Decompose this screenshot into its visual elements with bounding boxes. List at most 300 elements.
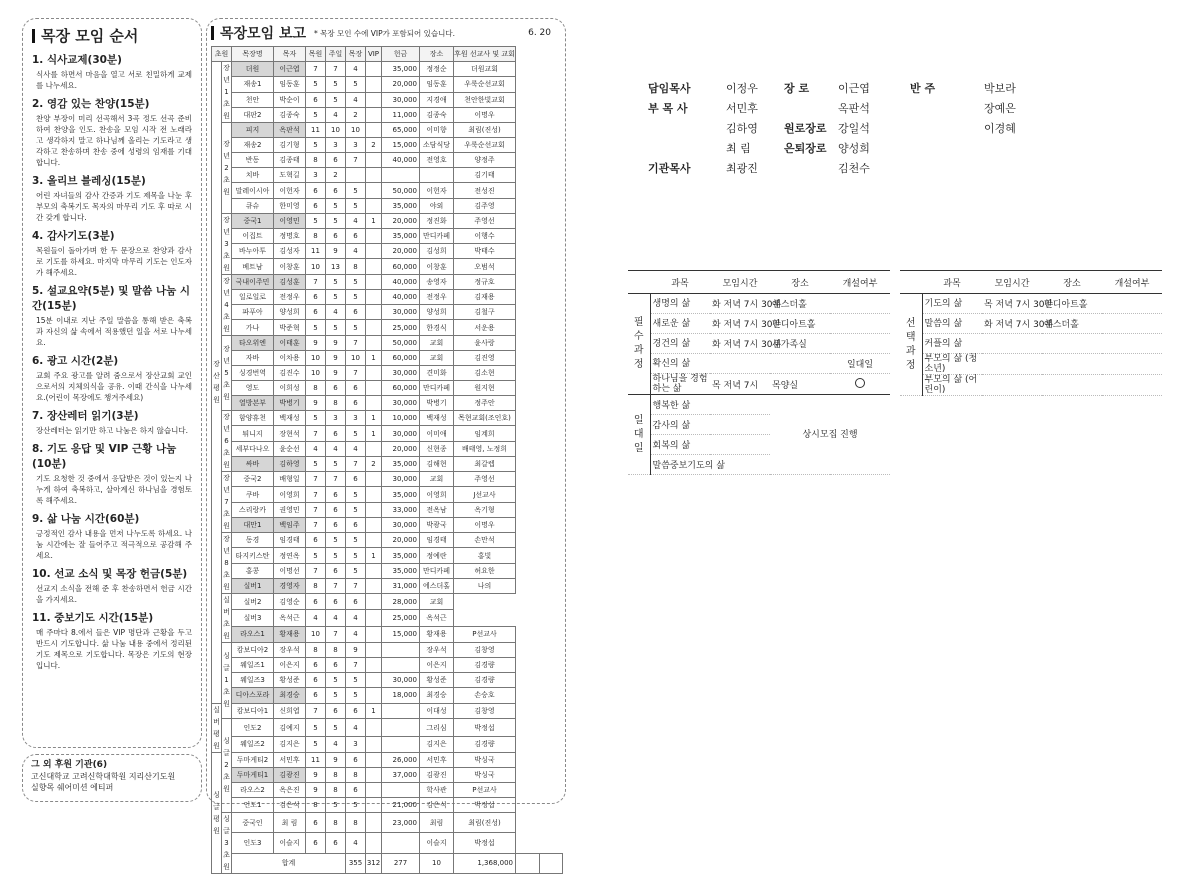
mission-cell: 김기태 bbox=[454, 168, 516, 183]
mokjang-count-cell: 5 bbox=[346, 289, 366, 304]
place-cell: 임경태 bbox=[420, 533, 454, 548]
mokjang-count-cell: 4 bbox=[346, 62, 366, 77]
table-row bbox=[212, 456, 563, 471]
sunday-cell: 4 bbox=[326, 610, 346, 626]
members-cell: 6 bbox=[306, 305, 326, 320]
mokjang-name-cell: 대판2 bbox=[232, 107, 274, 122]
report-panel bbox=[206, 18, 566, 871]
leader-cell: 도혁길 bbox=[274, 168, 306, 183]
mokjang-name-cell: 두마게티1 bbox=[232, 767, 274, 782]
mokjang-count-cell: 5 bbox=[346, 673, 366, 688]
mission-cell: 박정섭 bbox=[454, 718, 516, 737]
course-cell bbox=[1042, 334, 1102, 354]
leader-cell: 이은지 bbox=[274, 658, 306, 673]
table-row bbox=[212, 213, 563, 228]
members-cell: 5 bbox=[306, 411, 326, 426]
leader-cell: 황성준 bbox=[274, 673, 306, 688]
course-cell bbox=[1102, 334, 1162, 354]
mokjang-count-cell: 6 bbox=[346, 782, 366, 797]
vip-cell: 1 bbox=[366, 426, 382, 441]
report-col-header: VIP bbox=[366, 47, 382, 62]
offering-cell: 40,000 bbox=[382, 153, 420, 168]
course-cell: 예스더홀 bbox=[770, 294, 830, 314]
vip-cell bbox=[366, 737, 382, 752]
order-section bbox=[32, 353, 192, 403]
mokjang-name-cell: 타지키스탄 bbox=[232, 548, 274, 563]
place-cell: 이미향 bbox=[420, 123, 454, 138]
place-cell: 박광국 bbox=[420, 517, 454, 532]
mokjang-count-cell: 4 bbox=[346, 626, 366, 642]
place-cell: 김광진 bbox=[420, 767, 454, 782]
offering-cell bbox=[382, 643, 420, 658]
staff-name: 최광진 bbox=[726, 162, 758, 175]
mokjang-name-cell: 중국2 bbox=[232, 472, 274, 487]
vip-cell bbox=[366, 563, 382, 578]
vip-cell: 1 bbox=[366, 548, 382, 563]
order-section-body: 매 주마다 8.에서 들은 VIP 명단과 근황을 두고 반드시 기도합니다. 삶 나눔 내용 중에서 정리된 기도 제목으로 기도합니다. 목장은 기도의 현장입니다. bbox=[36, 628, 192, 670]
mokjang-count-cell: 5 bbox=[346, 320, 366, 335]
staff-name: 최 림 bbox=[726, 142, 751, 155]
place-cell: 지경애 bbox=[420, 92, 454, 107]
course-row bbox=[900, 354, 1162, 375]
report-title: 목장모임 보고 bbox=[220, 26, 307, 42]
sunday-cell: 5 bbox=[326, 456, 346, 471]
report-date: 6. 20 bbox=[528, 28, 551, 38]
place-cell: 박병기 bbox=[420, 396, 454, 411]
course-row bbox=[900, 294, 1162, 314]
place-cell: 이미애 bbox=[420, 426, 454, 441]
members-cell: 5 bbox=[306, 77, 326, 92]
sunday-cell: 6 bbox=[326, 228, 346, 243]
offering-cell: 35,000 bbox=[382, 228, 420, 243]
table-row bbox=[212, 411, 563, 426]
course-cell bbox=[982, 375, 1042, 396]
course-category: 필수과정 bbox=[628, 294, 650, 395]
empty-cell bbox=[516, 853, 540, 873]
mokjang-name-cell: 가나 bbox=[232, 320, 274, 335]
table-row bbox=[212, 517, 563, 532]
sunday-cell: 5 bbox=[326, 673, 346, 688]
mokjang-name-cell: 자바 bbox=[232, 350, 274, 365]
course-cell: 커플의 삶 bbox=[922, 334, 982, 354]
vip-cell bbox=[366, 441, 382, 456]
offering-cell: 35,000 bbox=[382, 563, 420, 578]
offering-cell: 30,000 bbox=[382, 673, 420, 688]
mokjang-count-cell bbox=[346, 168, 366, 183]
course-col-header: 과목 bbox=[650, 271, 710, 294]
mission-cell: 원지현 bbox=[454, 380, 516, 395]
mission-cell: 최림(진성) bbox=[454, 123, 516, 138]
mission-cell: 우룩순선교회 bbox=[454, 77, 516, 92]
report-col-header: 초원 bbox=[212, 47, 232, 62]
place-cell: 교회 bbox=[420, 594, 454, 610]
vip-cell bbox=[366, 305, 382, 320]
mokjang-count-cell: 6 bbox=[346, 517, 366, 532]
offering-cell: 65,000 bbox=[382, 123, 420, 138]
members-cell: 11 bbox=[306, 123, 326, 138]
members-cell: 6 bbox=[306, 833, 326, 853]
place-cell: 정예란 bbox=[420, 548, 454, 563]
offering-cell: 28,000 bbox=[382, 594, 420, 610]
report-col-header: 장소 bbox=[420, 47, 454, 62]
members-cell: 7 bbox=[306, 62, 326, 77]
leader-cell: 이차용 bbox=[274, 350, 306, 365]
leader-cell: 이슬지 bbox=[274, 833, 306, 853]
order-section-title: 10. 선교 소식 및 목장 헌금(5분) bbox=[32, 568, 188, 580]
members-cell: 6 bbox=[306, 183, 326, 198]
mokjang-count-cell: 6 bbox=[346, 594, 366, 610]
sunday-cell: 8 bbox=[326, 396, 346, 411]
mokjang-count-cell: 3 bbox=[346, 138, 366, 153]
table-row bbox=[212, 752, 563, 767]
table-row bbox=[212, 782, 563, 797]
mokjang-count-cell: 5 bbox=[346, 563, 366, 578]
offering-cell: 30,000 bbox=[382, 426, 420, 441]
table-row bbox=[212, 737, 563, 752]
sunday-cell: 5 bbox=[326, 77, 346, 92]
order-section-title: 8. 기도 응답 및 VIP 근황 나눔(10분) bbox=[32, 443, 177, 470]
mokjang-name-cell: 쿠바 bbox=[232, 487, 274, 502]
offering-cell: 33,000 bbox=[382, 502, 420, 517]
vip-cell bbox=[366, 183, 382, 198]
course-col-header: 모임시간 bbox=[982, 271, 1042, 294]
mokjang-count-cell: 7 bbox=[346, 456, 366, 471]
mokjang-name-cell: 일로일로 bbox=[232, 289, 274, 304]
mokjang-count-cell: 3 bbox=[346, 411, 366, 426]
order-section-body: 찬양 부장이 미리 선곡해서 3곡 정도 선곡 준비하여 찬양을 인도. 찬송을 모임 시작 전 노래라고 생각하지 말고 하나님께 올리는 기도라고 생각하고 찬송하며 찬송 중에 성령의 임재를 기대합니다. bbox=[36, 114, 192, 167]
course-cell bbox=[1102, 354, 1162, 375]
offering-cell: 50,000 bbox=[382, 183, 420, 198]
leader-cell: 최경승 bbox=[274, 688, 306, 703]
order-section bbox=[32, 228, 192, 278]
table-row bbox=[212, 62, 563, 77]
vip-cell bbox=[366, 594, 382, 610]
mokjang-count-cell: 5 bbox=[346, 688, 366, 703]
mission-cell: 김경량 bbox=[454, 673, 516, 688]
leader-cell: 양성희 bbox=[274, 305, 306, 320]
total-mokjang: 277 bbox=[382, 853, 420, 873]
vip-cell bbox=[366, 168, 382, 183]
leader-cell: 이명선 bbox=[274, 563, 306, 578]
course-cell bbox=[1042, 354, 1102, 375]
staff-name: 이경혜 bbox=[984, 122, 1016, 135]
mokjang-name-cell: 세부다나오 bbox=[232, 441, 274, 456]
order-section-title: 3. 올리브 블레싱(15분) bbox=[32, 175, 146, 187]
sponsor-line: 고신대학교 고려신학대학원 지리산기도원 bbox=[31, 772, 176, 781]
mokjang-count-cell: 8 bbox=[346, 812, 366, 832]
vip-cell bbox=[366, 320, 382, 335]
meadow-group: 장년1초원 bbox=[222, 62, 232, 123]
mission-cell: 주영선 bbox=[454, 213, 516, 228]
members-cell: 5 bbox=[306, 320, 326, 335]
mission-cell: 김소현 bbox=[454, 365, 516, 380]
place-cell: 백재성 bbox=[420, 411, 454, 426]
leader-cell: 배형일 bbox=[274, 472, 306, 487]
vip-cell bbox=[366, 153, 382, 168]
order-section bbox=[32, 610, 192, 671]
course-col-header: 개설여부 bbox=[830, 271, 890, 294]
offering-cell: 30,000 bbox=[382, 472, 420, 487]
mokjang-count-cell: 6 bbox=[346, 703, 366, 718]
meadow-group: 장년5초원 bbox=[222, 335, 232, 410]
vip-cell bbox=[366, 502, 382, 517]
order-section-body: 15분 이내로 지난 주일 말씀을 통해 받은 축복과 자신의 삶 속에서 적용했던 일을 서로 나누세요. bbox=[36, 316, 192, 347]
table-row bbox=[212, 643, 563, 658]
mokjang-name-cell: 바누아투 bbox=[232, 244, 274, 259]
sunday-cell: 7 bbox=[326, 472, 346, 487]
course-cell: 목 저녁 7시 bbox=[710, 374, 770, 395]
vip-cell bbox=[366, 626, 382, 642]
leader-cell: 박순이 bbox=[274, 92, 306, 107]
mokjang-count-cell: 6 bbox=[346, 396, 366, 411]
members-cell: 3 bbox=[306, 168, 326, 183]
leader-cell: 장우석 bbox=[274, 643, 306, 658]
course-category: 선택과정 bbox=[900, 294, 922, 396]
mokjang-name-cell: 더원 bbox=[232, 62, 274, 77]
leader-cell: 권영민 bbox=[274, 502, 306, 517]
report-header bbox=[211, 23, 561, 43]
meadow-group: 장년7초원 bbox=[222, 472, 232, 533]
meadow-group: 싱글1초원 bbox=[222, 643, 232, 718]
mokjang-count-cell: 5 bbox=[346, 797, 366, 812]
mokjang-name-cell: 베트남 bbox=[232, 259, 274, 274]
mission-cell: 옥기형 bbox=[454, 502, 516, 517]
offering-cell: 20,000 bbox=[382, 213, 420, 228]
staff-role: 부 목 사 bbox=[648, 102, 688, 115]
sunday-cell: 7 bbox=[326, 62, 346, 77]
course-cell bbox=[830, 314, 890, 334]
place-cell: 이헌자 bbox=[420, 183, 454, 198]
sunday-cell: 4 bbox=[326, 107, 346, 122]
mokjang-count-cell: 9 bbox=[346, 643, 366, 658]
mokjang-name-cell: 파푸아 bbox=[232, 305, 274, 320]
mokjang-name-cell: 중국인 bbox=[232, 812, 274, 832]
mission-cell: 서운용 bbox=[454, 320, 516, 335]
table-row bbox=[212, 673, 563, 688]
vip-cell bbox=[366, 77, 382, 92]
members-cell: 9 bbox=[306, 396, 326, 411]
sponsor-line: 실향목 쉐어미션 에티퍼 bbox=[31, 783, 114, 792]
circle-icon bbox=[855, 378, 865, 388]
sunday-cell: 3 bbox=[326, 411, 346, 426]
leader-cell: 최 림 bbox=[274, 812, 306, 832]
vip-cell bbox=[366, 610, 382, 626]
place-cell: 에스더홀 bbox=[420, 578, 454, 593]
place-cell: 이창훈 bbox=[420, 259, 454, 274]
mokjang-name-cell: 인도2 bbox=[232, 718, 274, 737]
place-cell: 송영자 bbox=[420, 274, 454, 289]
course-row bbox=[628, 294, 890, 314]
mokjang-name-cell: 동경 bbox=[232, 533, 274, 548]
order-section-title: 7. 장산레터 읽기(3분) bbox=[32, 410, 139, 422]
mokjang-count-cell: 5 bbox=[346, 426, 366, 441]
sunday-cell: 6 bbox=[326, 502, 346, 517]
leader-cell: 서민후 bbox=[274, 752, 306, 767]
leader-cell: 이영민 bbox=[274, 213, 306, 228]
place-cell: 옥석근 bbox=[420, 610, 454, 626]
staff-name: 이근엽 bbox=[838, 82, 870, 95]
leader-cell: 옥판석 bbox=[274, 123, 306, 138]
leader-cell: 이영희 bbox=[274, 487, 306, 502]
members-cell: 9 bbox=[306, 767, 326, 782]
vip-cell bbox=[366, 228, 382, 243]
offering-cell bbox=[382, 703, 420, 718]
table-row bbox=[212, 107, 563, 122]
place-cell: 황성준 bbox=[420, 673, 454, 688]
place-cell: 장우석 bbox=[420, 643, 454, 658]
vip-cell bbox=[366, 198, 382, 213]
sunday-cell: 6 bbox=[326, 183, 346, 198]
report-col-header: 목자 bbox=[274, 47, 306, 62]
vip-cell bbox=[366, 244, 382, 259]
course-cell: 경건의 삶 bbox=[650, 334, 710, 354]
leader-cell: 이창훈 bbox=[274, 259, 306, 274]
leader-cell: 임경태 bbox=[274, 533, 306, 548]
leader-cell: 김기형 bbox=[274, 138, 306, 153]
sunday-cell: 9 bbox=[326, 365, 346, 380]
course-col-header: 장소 bbox=[770, 271, 830, 294]
members-cell: 6 bbox=[306, 594, 326, 610]
members-cell: 11 bbox=[306, 244, 326, 259]
total-vip: 10 bbox=[420, 853, 454, 873]
mokjang-count-cell: 6 bbox=[346, 228, 366, 243]
total-label: 합계 bbox=[232, 853, 346, 873]
sunday-cell: 6 bbox=[326, 563, 346, 578]
mokjang-name-cell: 실버1 bbox=[232, 578, 274, 593]
place-cell: 김해현 bbox=[420, 456, 454, 471]
members-cell: 6 bbox=[306, 198, 326, 213]
mokjang-count-cell: 7 bbox=[346, 365, 366, 380]
plain-group: 장산평원 bbox=[212, 62, 222, 703]
offering-cell bbox=[382, 833, 420, 853]
order-section bbox=[32, 96, 192, 168]
members-cell: 8 bbox=[306, 797, 326, 812]
order-section-body: 어린 자녀들의 감사 간증과 기도 제목을 나눈 후 부모의 축복기도 목자의 마무리 기도 후 따로 시간 갖게 합니다. bbox=[36, 191, 192, 222]
members-cell: 6 bbox=[306, 533, 326, 548]
mission-cell: 박정섭 bbox=[454, 797, 516, 812]
empty-cell bbox=[710, 415, 770, 435]
course-cell: 부모의 삶 (어린이) bbox=[922, 375, 982, 396]
offering-cell: 50,000 bbox=[382, 335, 420, 350]
meadow-group: 장년8초원 bbox=[222, 533, 232, 594]
mokjang-name-cell: 인도3 bbox=[232, 833, 274, 853]
mission-cell: 양정주 bbox=[454, 153, 516, 168]
empty-cell bbox=[539, 853, 563, 873]
mokjang-count-cell: 5 bbox=[346, 77, 366, 92]
leader-cell: 정연옥 bbox=[274, 548, 306, 563]
members-cell: 8 bbox=[306, 578, 326, 593]
course-row bbox=[628, 395, 890, 415]
place-cell: 교회 bbox=[420, 472, 454, 487]
table-row bbox=[212, 380, 563, 395]
vip-cell bbox=[366, 380, 382, 395]
vip-cell bbox=[366, 335, 382, 350]
table-row bbox=[212, 396, 563, 411]
leader-cell: 김종숙 bbox=[274, 107, 306, 122]
order-section-title: 9. 삶 나눔 시간(60분) bbox=[32, 513, 140, 525]
offering-cell: 30,000 bbox=[382, 517, 420, 532]
mokjang-count-cell: 7 bbox=[346, 658, 366, 673]
course-cell: 예스더홀 bbox=[1042, 314, 1102, 334]
leader-cell: 김은식 bbox=[274, 797, 306, 812]
place-cell: 전정우 bbox=[420, 289, 454, 304]
mission-cell: 김경량 bbox=[454, 658, 516, 673]
sunday-cell: 5 bbox=[326, 213, 346, 228]
mission-cell: 정규호 bbox=[454, 274, 516, 289]
leader-cell: 황재용 bbox=[274, 626, 306, 642]
sunday-cell: 5 bbox=[326, 198, 346, 213]
mokjang-count-cell: 6 bbox=[346, 380, 366, 395]
offering-cell: 30,000 bbox=[382, 396, 420, 411]
offering-cell: 60,000 bbox=[382, 380, 420, 395]
leader-cell: 백임주 bbox=[274, 517, 306, 532]
sunday-cell: 5 bbox=[326, 718, 346, 737]
table-row bbox=[212, 548, 563, 563]
course-cell: 만디아트홀 bbox=[770, 314, 830, 334]
offering-cell: 35,000 bbox=[382, 487, 420, 502]
offering-cell: 35,000 bbox=[382, 548, 420, 563]
table-row bbox=[212, 335, 563, 350]
table-row bbox=[212, 123, 563, 138]
mokjang-count-cell: 4 bbox=[346, 441, 366, 456]
staff-name: 김하영 bbox=[726, 122, 758, 135]
table-row bbox=[212, 718, 563, 737]
mission-cell: 김재용 bbox=[454, 289, 516, 304]
course-cell: 일대일 bbox=[830, 354, 890, 374]
table-row bbox=[212, 259, 563, 274]
offering-cell: 15,000 bbox=[382, 138, 420, 153]
mission-cell: P선교사 bbox=[454, 626, 516, 642]
order-section-title: 4. 감사기도(3분) bbox=[32, 230, 115, 242]
members-cell: 8 bbox=[306, 153, 326, 168]
leader-cell: 옥은진 bbox=[274, 782, 306, 797]
leader-cell: 박준혁 bbox=[274, 320, 306, 335]
order-section-title: 1. 식사교제(30분) bbox=[32, 54, 122, 66]
course-row bbox=[900, 375, 1162, 396]
offering-cell: 18,000 bbox=[382, 688, 420, 703]
order-section-body: 선교지 소식을 전해 준 후 찬송하면서 헌금 시간을 가지세요. bbox=[36, 584, 192, 604]
offering-cell: 25,000 bbox=[382, 610, 420, 626]
sponsor-title: 그 외 후원 기관(6) bbox=[31, 760, 108, 770]
sunday-cell: 6 bbox=[326, 487, 346, 502]
course-cell bbox=[770, 354, 830, 374]
offering-cell: 40,000 bbox=[382, 274, 420, 289]
mokjang-name-cell: 라오스2 bbox=[232, 782, 274, 797]
leader-cell: 이태훈 bbox=[274, 335, 306, 350]
place-cell: 이대성 bbox=[420, 703, 454, 718]
leader-cell: 경영자 bbox=[274, 578, 306, 593]
offering-cell: 37,000 bbox=[382, 767, 420, 782]
course-open-mark bbox=[830, 374, 890, 395]
vip-cell bbox=[366, 107, 382, 122]
place-cell: 양성희 bbox=[420, 305, 454, 320]
sunday-cell: 6 bbox=[326, 833, 346, 853]
leader-cell: 임동훈 bbox=[274, 77, 306, 92]
offering-cell: 21,000 bbox=[382, 797, 420, 812]
place-cell: 정진화 bbox=[420, 213, 454, 228]
report-col-header: 목장 bbox=[346, 47, 366, 62]
vip-cell bbox=[366, 487, 382, 502]
offering-cell: 35,000 bbox=[382, 62, 420, 77]
vip-cell bbox=[366, 259, 382, 274]
mokjang-name-cell: 치바 bbox=[232, 168, 274, 183]
table-row bbox=[212, 610, 563, 626]
place-cell bbox=[420, 168, 454, 183]
course-cell: 화 저녁 7시 30분 bbox=[710, 334, 770, 354]
vip-cell: 1 bbox=[366, 411, 382, 426]
leader-cell: 김지은 bbox=[274, 737, 306, 752]
place-cell: 김종숙 bbox=[420, 107, 454, 122]
